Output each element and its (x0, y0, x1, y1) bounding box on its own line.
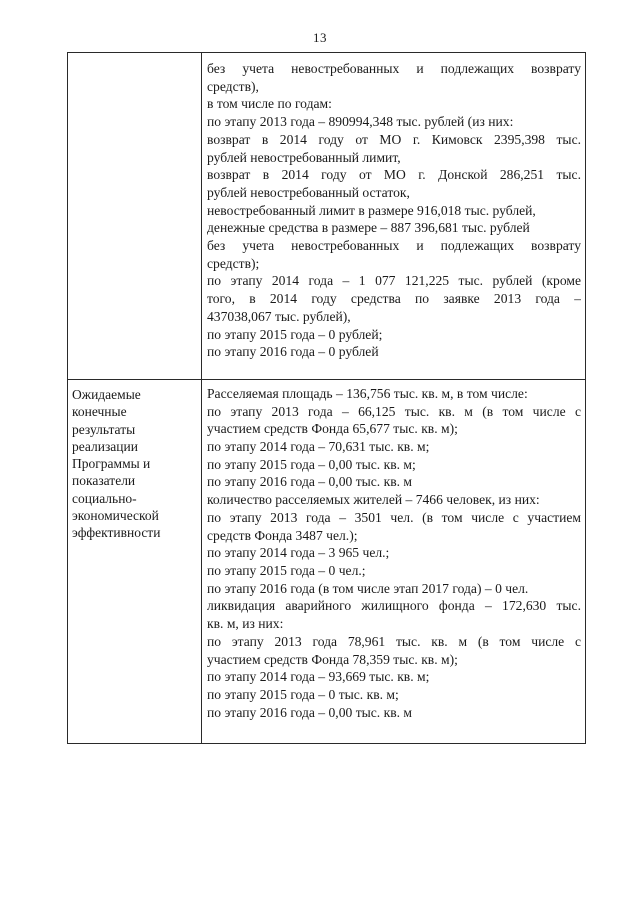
program-passport-table (67, 52, 586, 744)
row-label-funding (68, 53, 201, 59)
text-line: участием средств Фонда 65,677 тыс. кв. м); (207, 421, 458, 437)
label-line: Ожидаемые (72, 386, 141, 402)
text-line: возврат в 2014 году от МО г. Донской 286,251 тыс. (207, 167, 581, 183)
label-line: результаты (72, 421, 136, 437)
label-line: Программы и (72, 456, 151, 472)
text-line: по этапу 2013 года 78,961 тыс. кв. м (в том числе с (207, 633, 581, 649)
row-label-cell-expected-results (68, 379, 202, 743)
text-line: денежные средства в размере – 887 396,681 тыс. рублей (207, 220, 530, 236)
text-line: по этапу 2015 года – 0 рублей; (207, 326, 383, 342)
text-line: по этапу 2015 года – 0 тыс. кв. м; (207, 686, 399, 702)
text-line: рублей невостребованный лимит, (207, 149, 401, 165)
text-line: возврат в 2014 году от МО г. Кимовск 2395,398 тыс. (207, 131, 581, 147)
table-row-funding (68, 53, 586, 380)
label-line: реализации (72, 438, 138, 454)
text-line: средств), (207, 78, 259, 94)
text-line: по этапу 2014 года – 93,669 тыс. кв. м; (207, 669, 430, 685)
row-label-cell-funding (68, 53, 202, 380)
text-line: рублей невостребованный остаток, (207, 184, 410, 200)
page-number: 13 (313, 30, 327, 45)
text-line: без учета невостребованных и подлежащих возврату (207, 61, 581, 76)
text-line: средств); (207, 255, 260, 271)
text-line: по этапу 2014 года – 3 965 чел.; (207, 545, 390, 561)
text-line: того, в 2014 году средства по заявке 2013 года – (207, 291, 581, 307)
row-label-expected-results (68, 380, 201, 542)
expected-results-text (202, 380, 585, 743)
text-line: по этапу 2016 года – 0,00 тыс. кв. м (207, 474, 413, 490)
text-line: по этапу 2016 года – 0,00 тыс. кв. м (207, 704, 413, 720)
row-value-cell-expected-results (202, 379, 586, 743)
label-line: конечные (72, 404, 127, 420)
text-line: 437038,067 тыс. рублей), (207, 308, 351, 324)
label-line: показатели (72, 473, 136, 489)
text-line: по этапу 2013 года – 66,125 тыс. кв. м (в том числе с (207, 403, 581, 419)
text-line: количество расселяемых жителей – 7466 человек, из них: (207, 492, 540, 508)
text-line: по этапу 2016 года (в том числе этап 2017 года) – 0 чел. (207, 580, 529, 596)
text-line: по этапу 2014 года – 70,631 тыс. кв. м; (207, 439, 430, 455)
text-line: в том числе по годам: (207, 96, 332, 112)
text-line: участием средств Фонда 78,359 тыс. кв. м); (207, 651, 458, 667)
text-line: по этапу 2016 года – 0 рублей (207, 344, 379, 360)
text-line: по этапу 2015 года – 0,00 тыс. кв. м; (207, 456, 416, 472)
funding-text (202, 53, 585, 379)
label-line: экономической (72, 508, 159, 524)
text-line: кв. м, из них: (207, 616, 284, 632)
text-line: без учета невостребованных и подлежащих возврату (207, 238, 581, 254)
text-line: ликвидация аварийного жилищного фонда – 172,630 тыс. (207, 598, 581, 614)
text-line: по этапу 2013 года – 890994,348 тыс. рублей (из них: (207, 114, 514, 130)
text-line: Расселяемая площадь – 136,756 тыс. кв. м, в том числе: (207, 385, 528, 401)
row-value-cell-funding (202, 53, 586, 380)
text-line: средств Фонда 3487 чел.); (207, 527, 358, 543)
text-line: по этапу 2015 года – 0 чел.; (207, 562, 366, 578)
text-line: невостребованный лимит в размере 916,018 тыс. рублей, (207, 202, 536, 218)
label-line: эффективности (72, 525, 161, 541)
table-row-expected-results (68, 379, 586, 743)
text-line: по этапу 2014 года – 1 077 121,225 тыс. рублей (кроме (207, 273, 581, 289)
label-line: социально- (72, 490, 137, 506)
text-line: по этапу 2013 года – 3501 чел. (в том числе с участием (207, 509, 581, 525)
